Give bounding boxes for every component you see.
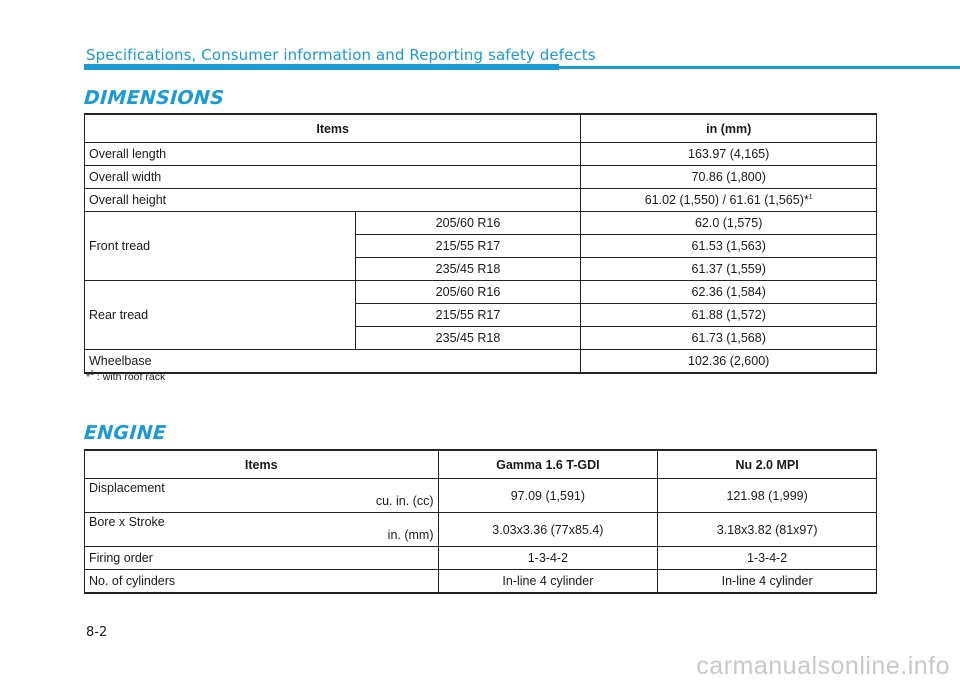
engine-col-items: Items [85,450,439,479]
table-row [85,189,877,212]
row-label: Front tread [85,212,356,281]
dimensions-table [84,113,877,374]
row-value: 61.73 (1,568) [581,327,877,350]
tire-size: 215/55 R17 [355,235,581,258]
row-value: 61.88 (1,572) [581,304,877,327]
row-value: 70.86 (1,800) [581,166,877,189]
row-value: 62.0 (1,575) [581,212,877,235]
table-row [85,212,877,235]
footnote-number: 1 [90,370,94,377]
footnote-mark: * [86,371,91,383]
gamma-value: 3.03x3.36 (77x85.4) [438,513,658,547]
row-label: Overall width [85,166,581,189]
engine-table [84,449,877,594]
table-row [85,479,877,513]
row-value [581,189,877,212]
row-value: 163.97 (4,165) [581,143,877,166]
tire-size: 235/45 R18 [355,327,581,350]
table-row [85,350,877,374]
row-label: Bore x Stroke [89,515,165,529]
row-label-cell [85,479,439,513]
row-unit: cu. in. (cc) [375,494,434,508]
row-label: Wheelbase [85,350,581,374]
row-label: Overall height [85,189,581,212]
table-row [85,166,877,189]
table-row [85,281,877,304]
row-value: 62.36 (1,584) [581,281,877,304]
tire-size: 205/60 R16 [355,212,581,235]
row-label: Rear tread [85,281,356,350]
engine-heading: ENGINE [83,422,168,444]
table-row [85,547,877,570]
row-label: Firing order [85,547,439,570]
footnote-ref: 1 [808,194,813,201]
table-row [85,143,877,166]
footnote-text: : with roof rack [94,371,166,383]
nu-value: 1-3-4-2 [658,547,877,570]
gamma-value: 97.09 (1,591) [438,479,658,513]
engine-col-gamma: Gamma 1.6 T-GDI [438,450,658,479]
table-row [85,513,877,547]
dimensions-col-value: in (mm) [581,114,877,143]
page-number: 8-2 [86,625,108,640]
tire-size: 205/60 R16 [355,281,581,304]
gamma-value: In-line 4 cylinder [438,570,658,594]
nu-value: 3.18x3.82 (81x97) [658,513,877,547]
dimensions-footnote [86,370,165,383]
row-label: Overall length [85,143,581,166]
nu-value: In-line 4 cylinder [658,570,877,594]
row-value: 61.37 (1,559) [581,258,877,281]
row-unit: in. (mm) [387,528,434,542]
dimensions-heading: DIMENSIONS [83,87,225,109]
row-value: 102.36 (2,600) [581,350,877,374]
tire-size: 215/55 R17 [355,304,581,327]
watermark: carmanualsonline.info [696,652,950,680]
tire-size: 235/45 R18 [355,258,581,281]
gamma-value: 1-3-4-2 [438,547,658,570]
section-header-title: Specifications, Consumer information and Reporting safety defects [86,46,596,64]
table-row [85,570,877,594]
row-label: No. of cylinders [85,570,439,594]
row-label: Displacement [89,481,165,495]
height-value-text: 61.02 (1,550) / 61.61 (1,565)* [644,193,809,207]
nu-value: 121.98 (1,999) [658,479,877,513]
engine-col-nu: Nu 2.0 MPI [658,450,877,479]
row-value: 61.53 (1,563) [581,235,877,258]
row-label-cell [85,513,439,547]
dimensions-col-items: Items [85,114,581,143]
header-rule-accent [84,64,559,70]
